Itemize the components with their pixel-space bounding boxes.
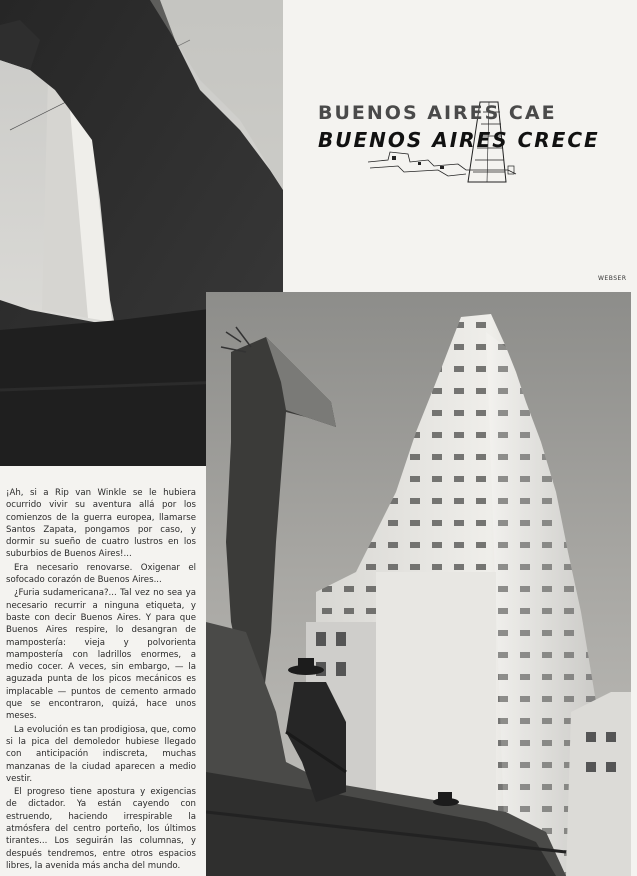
article-paragraph: La evolución es tan prodigiosa, que, como si la pica del demoledor hubiese llegado con anticipación indiscreta, muchas manzanas de la ciudad aparecen a medio vestir. [6, 724, 196, 784]
headline [318, 100, 598, 190]
article-paragraph: El progreso tiene apostura y exigencias de dictador. Ya están cayendo con estruendo, haciendo irrespirable la atmósfera del centro porteño, los últimos tirantes... Los seguirán las columnas, y después tendremos, entre otros espacios libres, la avenida más ancha del mundo. [6, 787, 196, 871]
article-paragraph: Era necesario renovarse. Oxigenar el sofocado corazón de Buenos Aires... [6, 562, 196, 586]
article-paragraph: ¿Furia sudamericana?... Tal vez no sea ya necesario recurrir a ninguna etiqueta, y baste con decir Buenos Aires. Y para que Buenos Aires respire, lo desangran de mampostería: vieja y polvorienta mampostería con ladrillos enormes, a medio cocer. A veces, sin embargo, — la aguzada punta de los picos mecánicos es implacable — puntos de cemento armado que se encontraron, quizá, hace unos meses. [6, 588, 196, 722]
demolition-skyscraper-photo [206, 292, 631, 876]
photo-credit: WEBSER [598, 275, 627, 282]
article-paragraph: ¡Ah, si a Rip van Winkle se le hubiera ocurrido vivir su aventura allá por los comienzos de la guerra europea, llamarse Santos Zapata, pongamos por caso, y dormir su sueño de cuatro lustros en los suburbios de Buenos Aires!... [6, 488, 196, 560]
article-body [6, 487, 196, 873]
headline-line-1: BUENOS AIRES CAE [318, 102, 557, 124]
headline-line-2: BUENOS AIRES CRECE [318, 128, 600, 152]
